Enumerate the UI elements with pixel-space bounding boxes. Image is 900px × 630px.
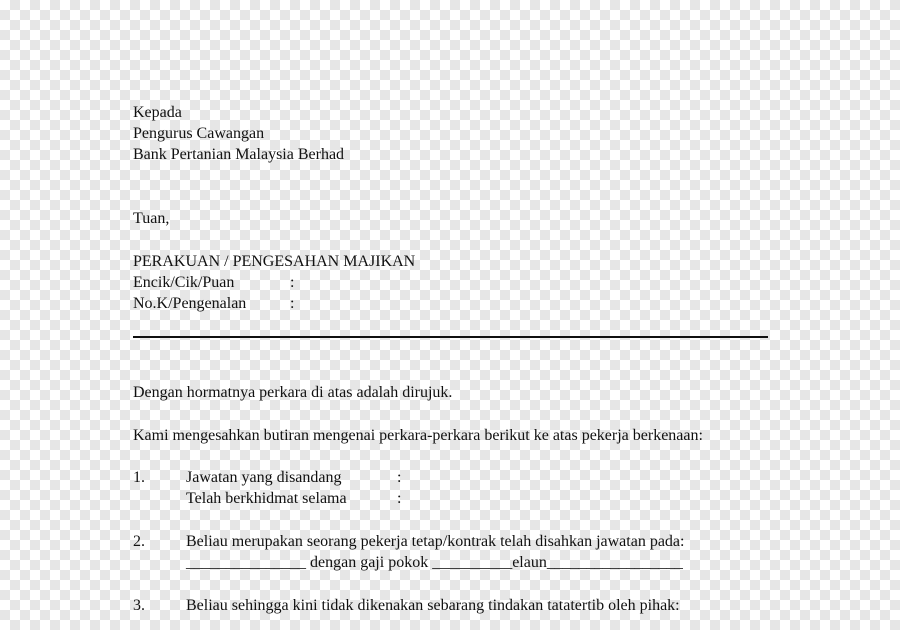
recipient-title: Pengurus Cawangan xyxy=(133,125,265,142)
item-3-line-1: Beliau sehingga kini tidak dikenakan sebarang tindakan tatatertib oleh pihak: xyxy=(186,597,680,614)
id-colon: : xyxy=(290,295,295,312)
intro-paragraph: Dengan hormatnya perkara di atas adalah dirujuk. xyxy=(133,384,453,401)
subject-title: PERAKUAN / PENGESAHAN MAJIKAN xyxy=(133,253,416,270)
salutation-to: Kepada xyxy=(133,104,182,121)
item-1-service-label: Telah berkhidmat selama xyxy=(186,490,347,507)
name-label: Encik/Cik/Puan xyxy=(133,274,235,291)
name-colon: : xyxy=(290,274,295,291)
item-1-service-colon: : xyxy=(397,490,402,507)
item-2-line-2: _______________ dengan gaji pokok __________elaun_________________ xyxy=(186,554,683,571)
item-3-number: 3. xyxy=(133,597,145,614)
confirm-paragraph: Kami mengesahkan butiran mengenai perkara-perkara berikut ke atas pekerja berkenaan: xyxy=(133,427,703,444)
item-2-line-1: Beliau merupakan seorang pekerja tetap/kontrak telah disahkan jawatan pada: xyxy=(186,533,685,550)
horizontal-rule xyxy=(133,336,768,338)
greeting: Tuan, xyxy=(133,210,170,227)
item-1-position-label: Jawatan yang disandang xyxy=(186,469,342,486)
item-1-number: 1. xyxy=(133,469,145,486)
item-1-position-colon: : xyxy=(397,469,402,486)
recipient-organization: Bank Pertanian Malaysia Berhad xyxy=(133,146,345,163)
item-2-number: 2. xyxy=(133,533,145,550)
id-label: No.K/Pengenalan xyxy=(133,295,247,312)
